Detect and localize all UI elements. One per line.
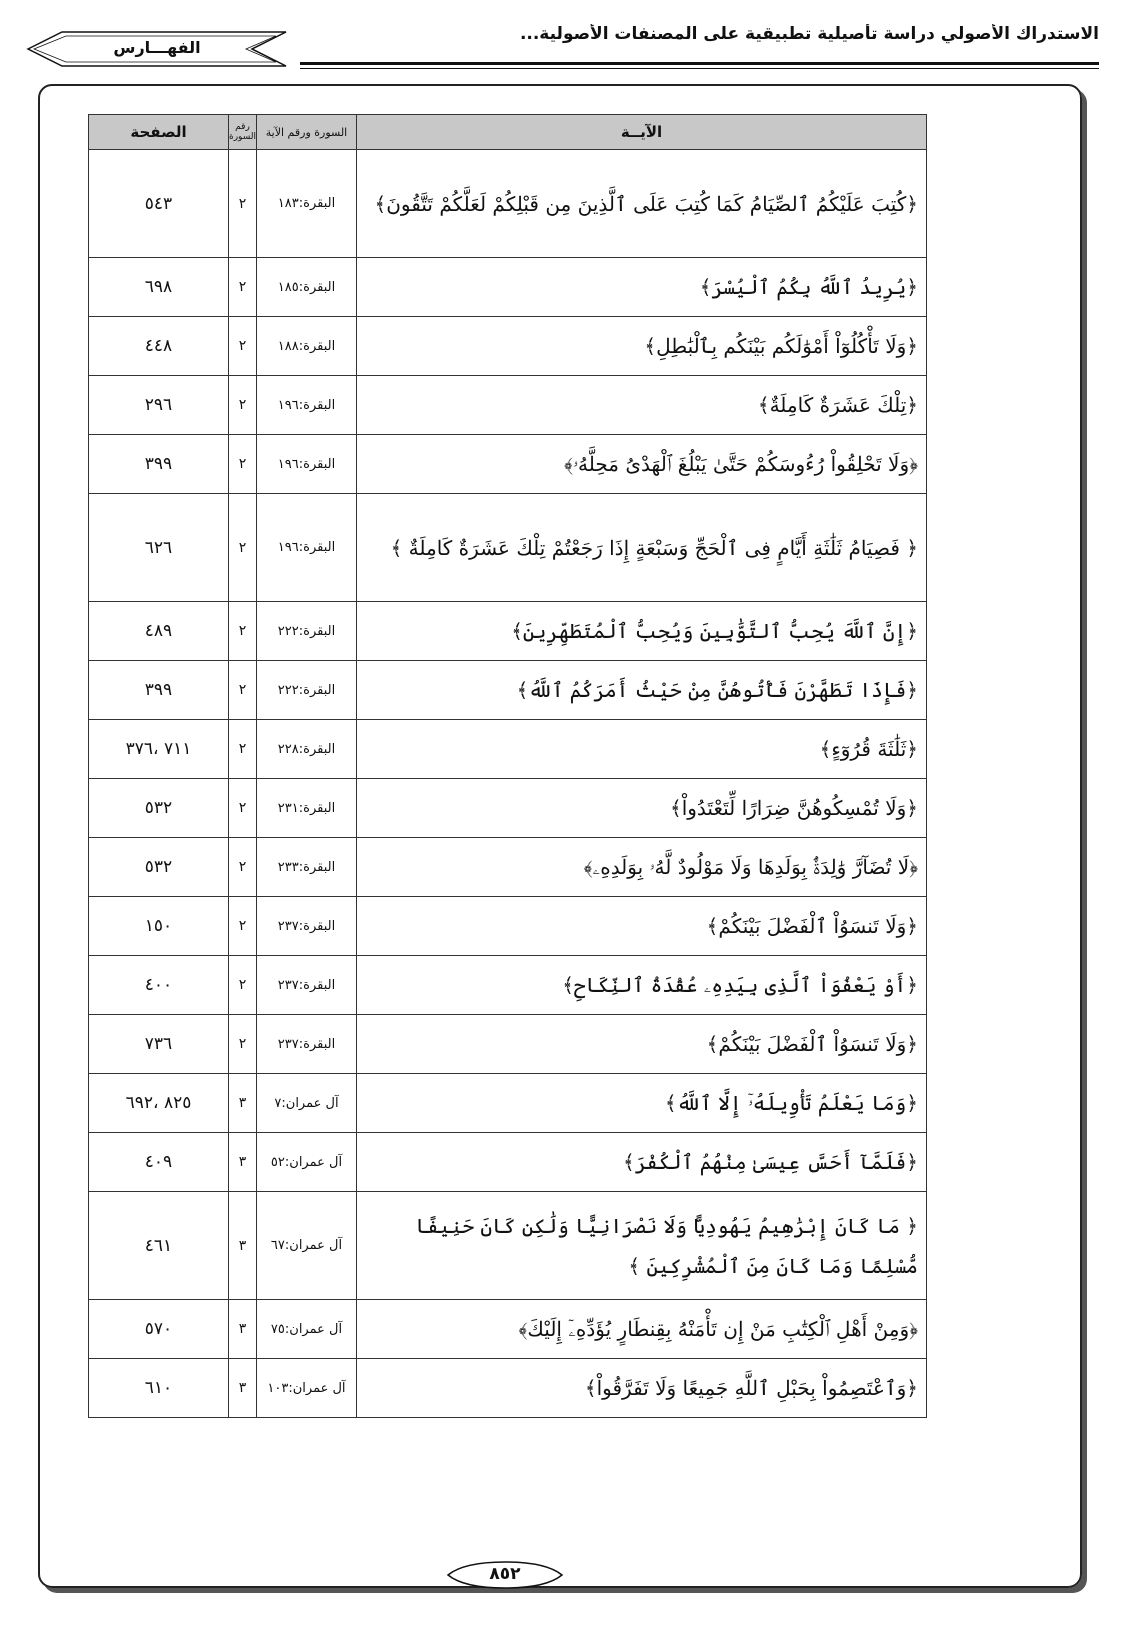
- table-row: [89, 1192, 927, 1300]
- page-number: ٨٥٢: [489, 1564, 521, 1584]
- table-row: [89, 317, 927, 376]
- ref-cell: البقرة:١٩٦: [257, 494, 357, 602]
- header-surah-no: رقم السورة: [229, 115, 257, 150]
- page-cell: ٤٠٩: [89, 1133, 229, 1192]
- ayah-cell: ﴿فَإِذَا تَطَهَّرْنَ فَأْتُوهُنَّ مِنْ حَيْثُ أَمَرَكُمُ ٱللَّهُ﴾: [357, 661, 927, 720]
- page-cell: ٧٣٦: [89, 1015, 229, 1074]
- surah-no-cell: ٢: [229, 435, 257, 494]
- table-row: [89, 838, 927, 897]
- table-row: [89, 1300, 927, 1359]
- page-cell: ١٥٠: [89, 897, 229, 956]
- ref-cell: البقرة:٢٣٣: [257, 838, 357, 897]
- section-label: الفهـــارس: [113, 38, 201, 57]
- ayah-cell: ﴿وَلَا تَنسَوُاْ ٱلْفَضْلَ بَيْنَكُمْ﴾: [357, 897, 927, 956]
- page-cell: ٤٠٠: [89, 956, 229, 1015]
- surah-no-cell: ٣: [229, 1300, 257, 1359]
- ayah-cell: ﴿إِنَّ ٱللَّهَ يُحِبُّ ٱلتَّوَّٰبِينَ وَيُحِبُّ ٱلْمُتَطَهِّرِينَ﴾: [357, 602, 927, 661]
- surah-no-cell: ٢: [229, 956, 257, 1015]
- ayah-cell: ﴿وَٱعْتَصِمُواْ بِحَبْلِ ٱللَّهِ جَمِيعًا وَلَا تَفَرَّقُواْ﴾: [357, 1359, 927, 1418]
- ayah-cell: ﴿ فَصِيَامُ ثَلَٰثَةِ أَيَّامٍ فِى ٱلْحَجِّ وَسَبْعَةٍ إِذَا رَجَعْتُمْ تِلْكَ عَشَرَةٌ كَامِلَةٌ ﴾: [357, 494, 927, 602]
- table-header-row: [89, 115, 927, 150]
- ayah-cell: ﴿تِلْكَ عَشَرَةٌ كَامِلَةٌ﴾: [357, 376, 927, 435]
- surah-no-cell: ٢: [229, 897, 257, 956]
- ayah-cell: ﴿يُرِيدُ ٱللَّهُ بِكُمُ ٱلْيُسْرَ﴾: [357, 258, 927, 317]
- table-row: [89, 720, 927, 779]
- ayah-cell: ﴿أَوْ يَعْفُوَاْ ٱلَّذِى بِيَدِهِۦ عُقْدَةُ ٱلنِّكَاحِ﴾: [357, 956, 927, 1015]
- page-cell: ٣٩٩: [89, 661, 229, 720]
- ref-cell: البقرة:١٨٨: [257, 317, 357, 376]
- surah-no-cell: ٣: [229, 1074, 257, 1133]
- surah-no-cell: ٢: [229, 150, 257, 258]
- surah-no-cell: ٢: [229, 838, 257, 897]
- surah-no-cell: ٣: [229, 1359, 257, 1418]
- page-cell: ٣٩٩: [89, 435, 229, 494]
- surah-no-cell: ٢: [229, 602, 257, 661]
- book-title: الاستدراك الأصولي دراسة تأصيلية تطبيقية على المصنفات الأصولية...: [519, 24, 1099, 44]
- table-row: [89, 376, 927, 435]
- page-cell: ٦٩٨: [89, 258, 229, 317]
- surah-no-cell: ٢: [229, 317, 257, 376]
- table-row: [89, 494, 927, 602]
- page-cell: ٤٨٩: [89, 602, 229, 661]
- page-cell: ٥٣٢: [89, 779, 229, 838]
- table-row: [89, 897, 927, 956]
- page-cell: ٦٢٦: [89, 494, 229, 602]
- surah-no-cell: ٢: [229, 1015, 257, 1074]
- header-ayah: الآيــة: [357, 115, 927, 150]
- table-row: [89, 602, 927, 661]
- header-rule-thin: [300, 68, 1099, 69]
- table-row: [89, 258, 927, 317]
- table-row: [89, 1133, 927, 1192]
- ref-cell: البقرة:١٩٦: [257, 376, 357, 435]
- surah-no-cell: ٣: [229, 1133, 257, 1192]
- page-cell: ٧١١ ،٣٧٦: [89, 720, 229, 779]
- ref-cell: آل عمران:٦٧: [257, 1192, 357, 1300]
- ayah-cell: ﴿وَلَا تُمْسِكُوهُنَّ ضِرَارًا لِّتَعْتَدُواْ﴾: [357, 779, 927, 838]
- page-cell: ٤٤٨: [89, 317, 229, 376]
- header-rule: [300, 62, 1099, 65]
- ref-cell: البقرة:٢٢٢: [257, 602, 357, 661]
- page-cell: ٥٣٢: [89, 838, 229, 897]
- ref-cell: آل عمران:٧٥: [257, 1300, 357, 1359]
- header-page: الصفحة: [89, 115, 229, 150]
- ref-cell: البقرة:٢٣٧: [257, 956, 357, 1015]
- ayah-cell: ﴿وَلَا تَأْكُلُوٓاْ أَمْوَٰلَكُم بَيْنَكُم بِٱلْبَٰطِلِ﴾: [357, 317, 927, 376]
- ayah-cell: ﴿فَلَمَّآ أَحَسَّ عِيسَىٰ مِنْهُمُ ٱلْكُفْرَ﴾: [357, 1133, 927, 1192]
- surah-no-cell: ٢: [229, 661, 257, 720]
- page-cell: ٢٩٦: [89, 376, 229, 435]
- ref-cell: البقرة:١٩٦: [257, 435, 357, 494]
- table-row: [89, 779, 927, 838]
- ref-cell: البقرة:٢٢٢: [257, 661, 357, 720]
- page-number-badge: [440, 1560, 570, 1590]
- surah-no-cell: ٢: [229, 258, 257, 317]
- table-row: [89, 661, 927, 720]
- verse-index-table: [88, 114, 927, 1418]
- ayah-cell: ﴿وَلَا تَنسَوُاْ ٱلْفَضْلَ بَيْنَكُمْ﴾: [357, 1015, 927, 1074]
- section-tag: [22, 28, 292, 70]
- page-cell: ٤٦١: [89, 1192, 229, 1300]
- page-cell: ٨٢٥ ،٦٩٢: [89, 1074, 229, 1133]
- ayah-cell: ﴿كُتِبَ عَلَيْكُمُ ٱلصِّيَامُ كَمَا كُتِبَ عَلَى ٱلَّذِينَ مِن قَبْلِكُمْ لَعَلَّكُمْ تَتَّقُونَ﴾: [357, 150, 927, 258]
- surah-no-cell: ٢: [229, 494, 257, 602]
- table-row: [89, 1074, 927, 1133]
- surah-no-cell: ٣: [229, 1192, 257, 1300]
- table-row: [89, 150, 927, 258]
- page-cell: ٦١٠: [89, 1359, 229, 1418]
- ref-cell: آل عمران:٥٢: [257, 1133, 357, 1192]
- ref-cell: البقرة:١٨٣: [257, 150, 357, 258]
- table-row: [89, 1359, 927, 1418]
- surah-no-cell: ٢: [229, 376, 257, 435]
- ref-cell: آل عمران:٧: [257, 1074, 357, 1133]
- ref-cell: آل عمران:١٠٣: [257, 1359, 357, 1418]
- header-ref: السورة ورقم الآية: [257, 115, 357, 150]
- ayah-cell: ﴿وَمَا يَعْلَمُ تَأْوِيلَهُۥٓ إِلَّا ٱللَّهُ﴾: [357, 1074, 927, 1133]
- table-row: [89, 956, 927, 1015]
- ref-cell: البقرة:٢٣٧: [257, 1015, 357, 1074]
- surah-no-cell: ٢: [229, 720, 257, 779]
- surah-no-cell: ٢: [229, 779, 257, 838]
- ayah-cell: ﴿ثَلَٰثَةَ قُرُوٓءٍ﴾: [357, 720, 927, 779]
- page-cell: ٥٧٠: [89, 1300, 229, 1359]
- table-body: [89, 150, 927, 1418]
- ref-cell: البقرة:٢٢٨: [257, 720, 357, 779]
- table-row: [89, 435, 927, 494]
- ref-cell: البقرة:١٨٥: [257, 258, 357, 317]
- table-row: [89, 1015, 927, 1074]
- ayah-cell: ﴿ مَا كَانَ إِبْرَٰهِيمُ يَهُودِيًّا وَلَا نَصْرَانِيًّا وَلَٰكِن كَانَ حَنِيفًا مُّسْلِمًا وَمَا كَانَ مِنَ ٱلْمُشْرِكِينَ ﴾: [357, 1192, 927, 1300]
- ayah-cell: ﴿وَمِنْ أَهْلِ ٱلْكِتَٰبِ مَنْ إِن تَأْمَنْهُ بِقِنطَارٍ يُؤَدِّهِۦٓ إِلَيْكَ﴾: [357, 1300, 927, 1359]
- page-cell: ٥٤٣: [89, 150, 229, 258]
- ref-cell: البقرة:٢٣١: [257, 779, 357, 838]
- ayah-cell: ﴿وَلَا تَحْلِقُواْ رُءُوسَكُمْ حَتَّىٰ يَبْلُغَ ٱلْهَدْىُ مَحِلَّهُۥ﴾: [357, 435, 927, 494]
- ref-cell: البقرة:٢٣٧: [257, 897, 357, 956]
- ayah-cell: ﴿لَا تُضَآرَّ وَٰلِدَةٌۢ بِوَلَدِهَا وَلَا مَوْلُودٌ لَّهُۥ بِوَلَدِهِۦ﴾: [357, 838, 927, 897]
